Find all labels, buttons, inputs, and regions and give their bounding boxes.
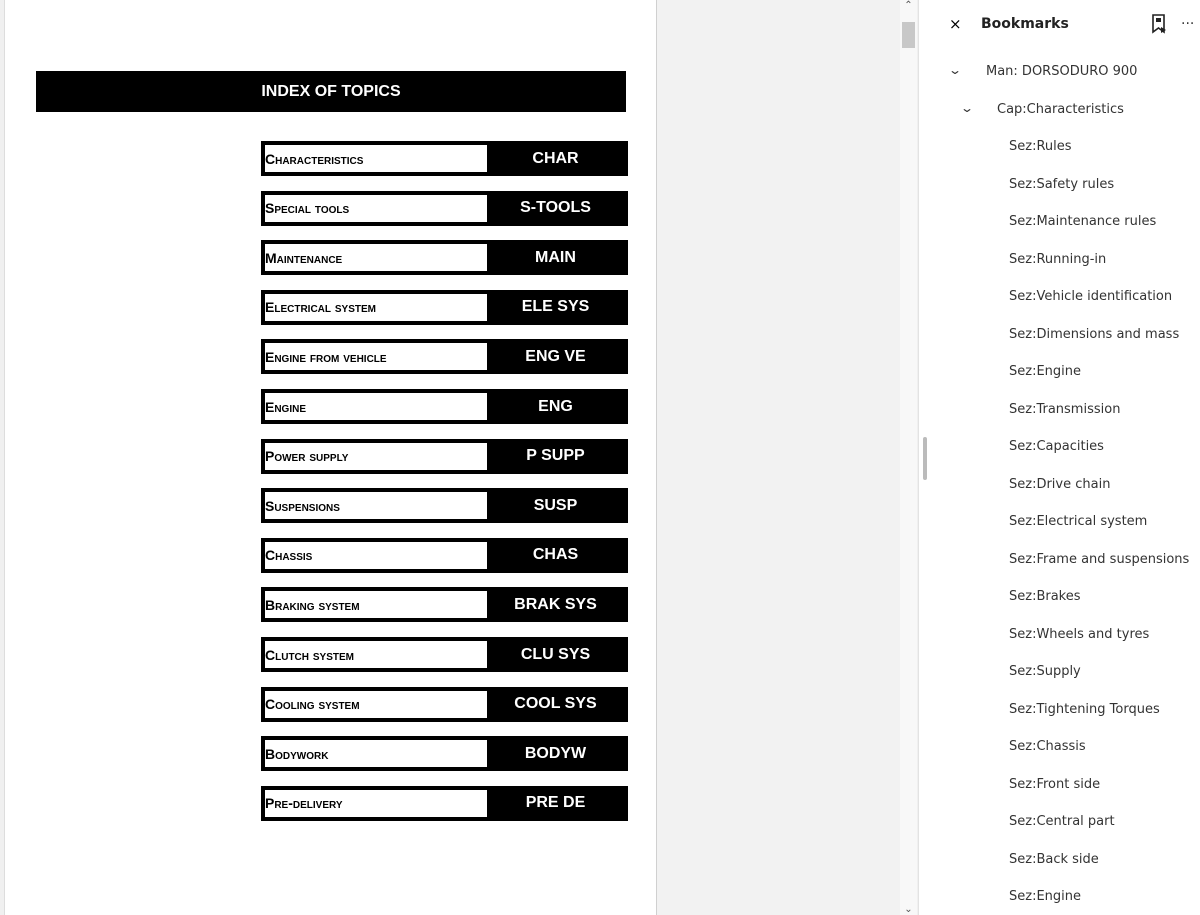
bookmark-add-icon[interactable] — [1151, 14, 1167, 34]
vertical-scrollbar[interactable] — [900, 0, 917, 915]
topic-code: BODYW — [524, 744, 587, 762]
topic-code: SUSP — [533, 496, 578, 514]
topic-row[interactable] — [261, 538, 628, 573]
topic-name: Special tools — [265, 195, 487, 222]
close-panel-button[interactable]: × — [949, 15, 962, 33]
bookmark-section[interactable]: Sez:Wheels and tyres — [1009, 626, 1150, 642]
bookmarks-panel — [918, 0, 1200, 915]
topic-code: CLU SYS — [520, 645, 591, 663]
bookmark-section[interactable]: Sez:Drive chain — [1009, 476, 1111, 492]
topic-row[interactable] — [261, 290, 628, 325]
document-background — [657, 0, 900, 915]
bookmark-section[interactable]: Sez:Rules — [1009, 139, 1072, 154]
topic-row[interactable] — [261, 587, 628, 622]
scroll-down-icon[interactable]: ⌄ — [904, 904, 913, 915]
more-options-button[interactable]: ··· — [1181, 16, 1195, 32]
chevron-down-icon[interactable]: ⌄ — [959, 101, 975, 115]
chevron-down-icon[interactable]: ⌄ — [947, 63, 963, 77]
topic-code: ENG — [538, 397, 573, 415]
topic-code: ELE SYS — [521, 298, 590, 316]
topic-code: CHAS — [532, 546, 579, 564]
topic-code: MAIN — [535, 248, 576, 266]
topic-code: ENG VE — [525, 347, 586, 365]
topic-row[interactable] — [261, 389, 628, 424]
bookmark-section[interactable]: Sez:Running-in — [1009, 251, 1107, 267]
topic-row[interactable] — [261, 637, 628, 672]
topic-name: Cooling system — [265, 691, 487, 718]
topic-row[interactable] — [261, 736, 628, 771]
topic-row[interactable] — [261, 339, 628, 374]
bookmark-section[interactable]: Sez:Chassis — [1009, 739, 1086, 754]
topic-name: Maintenance — [265, 244, 487, 271]
bookmark-section[interactable]: Sez:Transmission — [1009, 401, 1121, 417]
panel-resize-handle[interactable] — [923, 437, 927, 480]
topic-row[interactable] — [261, 687, 628, 722]
bookmark-section[interactable]: Sez:Capacities — [1009, 439, 1104, 454]
topic-row[interactable] — [261, 240, 628, 275]
topic-name: Pre-delivery — [265, 790, 487, 817]
topic-row[interactable] — [261, 786, 628, 821]
topic-code: P SUPP — [526, 447, 585, 465]
bookmark-section[interactable]: Sez:Central part — [1009, 814, 1115, 829]
topic-name: Power supply — [265, 443, 487, 470]
bookmark-section[interactable]: Sez:Back side — [1009, 851, 1099, 867]
topic-code: PRE DE — [525, 794, 586, 812]
topic-name: Characteristics — [265, 145, 487, 172]
bookmark-root[interactable]: Man: DORSODURO 900 — [986, 64, 1138, 79]
bookmark-section[interactable]: Sez:Brakes — [1009, 589, 1081, 604]
bookmark-section[interactable]: Sez:Front side — [1009, 776, 1101, 792]
bookmark-section[interactable]: Sez:Frame and suspensions — [1009, 551, 1190, 567]
topic-name: Bodywork — [265, 740, 487, 767]
bookmark-section[interactable]: Sez:Electrical system — [1009, 514, 1148, 529]
bookmark-section[interactable]: Sez:Maintenance rules — [1009, 214, 1157, 229]
topic-name: Engine — [265, 393, 487, 420]
bookmark-section[interactable]: Sez:Vehicle identification — [1009, 289, 1173, 304]
topic-code: BRAK SYS — [514, 595, 597, 613]
topic-name: Clutch system — [265, 641, 487, 668]
bookmark-section[interactable]: Sez:Engine — [1009, 364, 1082, 379]
topic-code: CHAR — [532, 149, 579, 167]
bookmark-section[interactable]: Sez:Engine — [1009, 889, 1082, 904]
topic-row[interactable] — [261, 488, 628, 523]
topic-row[interactable] — [261, 439, 628, 474]
topic-row[interactable] — [261, 191, 628, 226]
scroll-thumb[interactable] — [902, 22, 915, 48]
topic-name: Engine from vehicle — [265, 343, 487, 370]
topic-name: Chassis — [265, 542, 487, 569]
bookmark-section[interactable]: Sez:Dimensions and mass — [1009, 326, 1180, 342]
topic-name: Braking system — [265, 591, 487, 618]
topic-code: COOL SYS — [514, 695, 597, 713]
bookmark-section[interactable]: Sez:Tightening Torques — [1009, 701, 1160, 717]
topic-row[interactable] — [261, 141, 628, 176]
topic-name: Suspensions — [265, 492, 487, 519]
bookmark-section[interactable]: Sez:Supply — [1009, 664, 1081, 679]
pdf-page — [4, 0, 657, 915]
scroll-up-icon[interactable]: ⌃ — [904, 0, 913, 11]
bookmark-section[interactable]: Sez:Safety rules — [1009, 176, 1115, 192]
topic-name: Electrical system — [265, 294, 487, 321]
panel-title: Bookmarks — [981, 16, 1069, 32]
topic-code: S-TOOLS — [520, 199, 591, 217]
bookmark-chapter[interactable]: Cap:Characteristics — [997, 102, 1124, 117]
index-title: INDEX OF TOPICS — [36, 71, 626, 112]
